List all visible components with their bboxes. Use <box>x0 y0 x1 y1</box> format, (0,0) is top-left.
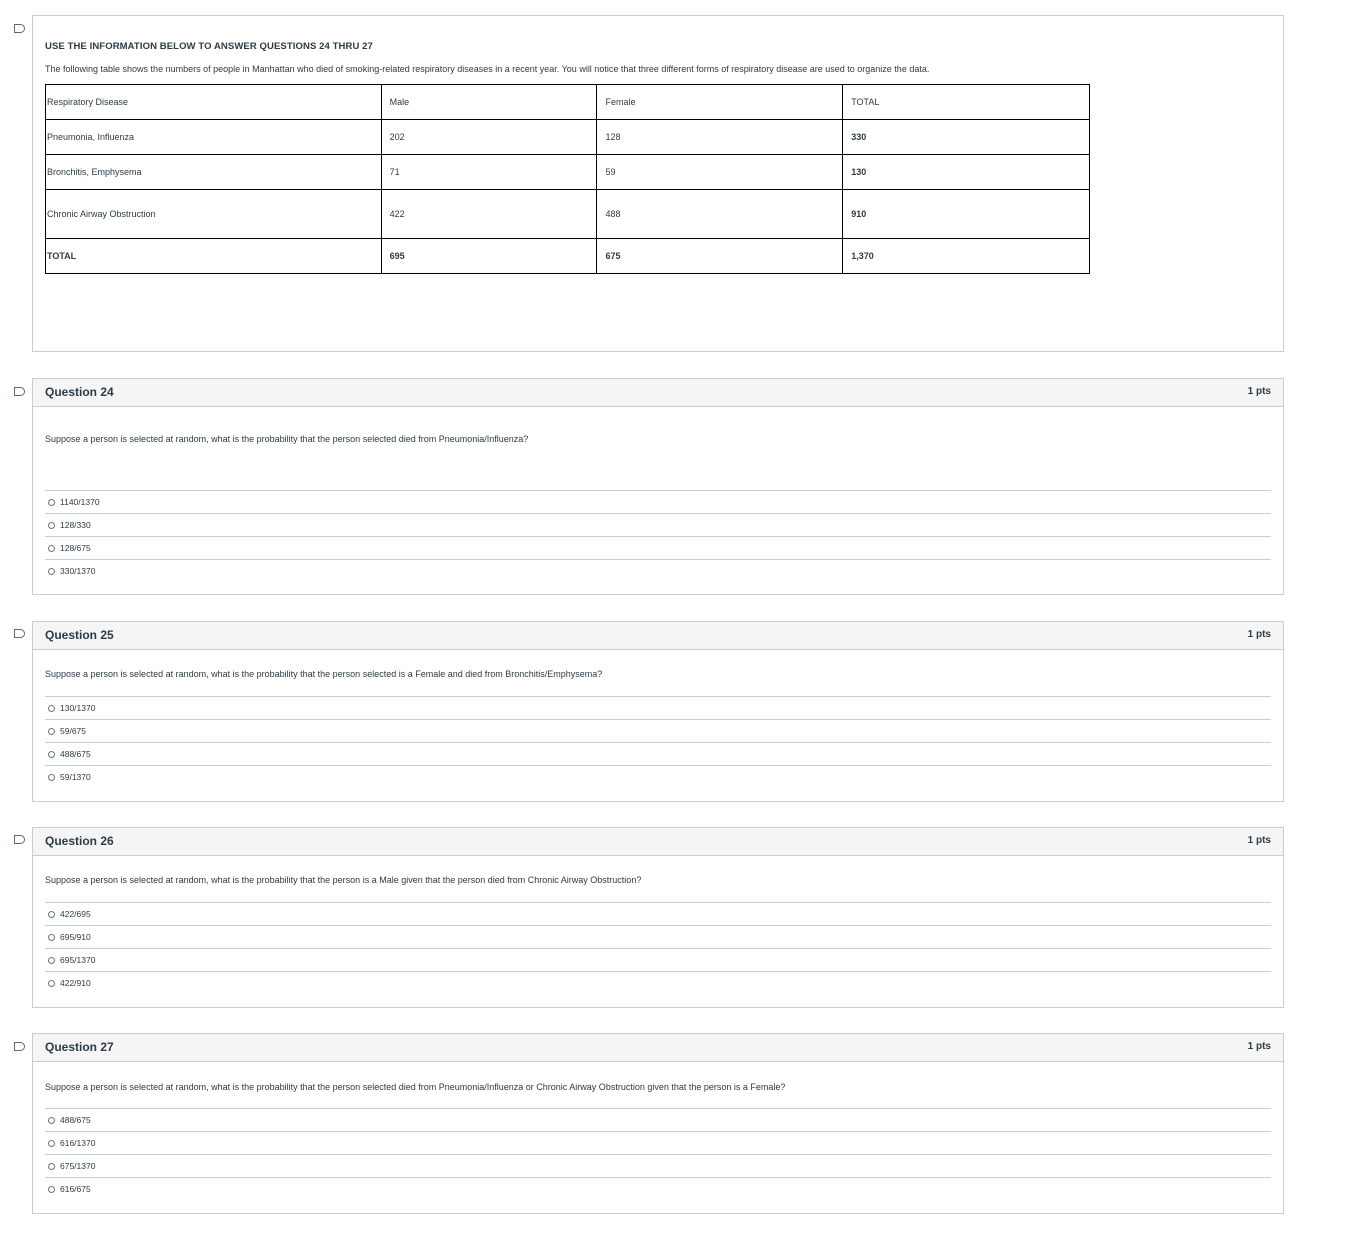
table-row <box>46 120 1090 155</box>
question-26 <box>32 827 1284 1008</box>
table-cell: TOTAL <box>46 239 382 274</box>
answer-list <box>45 902 1271 994</box>
info-description: The following table shows the numbers of people in Manhattan who died of smoking-related respiratory diseases in a recent year. You will notice that three different forms of respiratory disease are used to organize the data. <box>45 64 930 74</box>
radio-icon[interactable] <box>48 545 55 552</box>
table-row <box>46 190 1090 239</box>
answer-label: 422/910 <box>60 978 91 988</box>
answer-label: 488/675 <box>60 1115 91 1125</box>
answer-label: 695/1370 <box>60 955 96 965</box>
answer-option[interactable] <box>45 948 1271 971</box>
info-panel <box>32 15 1284 352</box>
answer-list <box>45 696 1271 788</box>
data-table <box>45 84 1090 274</box>
answer-option[interactable] <box>45 536 1271 559</box>
table-cell: 330 <box>843 120 1090 155</box>
answer-list <box>45 1108 1271 1200</box>
answer-label: 330/1370 <box>60 566 96 576</box>
question-header <box>33 622 1283 650</box>
table-row <box>46 155 1090 190</box>
answer-label: 1140/1370 <box>60 497 100 507</box>
answer-option[interactable] <box>45 1154 1271 1177</box>
table-cell: 59 <box>597 155 843 190</box>
question-text: Suppose a person is selected at random, what is the probability that the person selected died from Pneumonia/Influenza? <box>45 434 529 444</box>
flag-question-icon[interactable] <box>14 1042 25 1051</box>
answer-label: 128/330 <box>60 520 91 530</box>
radio-icon[interactable] <box>48 705 55 712</box>
table-header: Female <box>597 85 843 120</box>
answer-option[interactable] <box>45 971 1271 994</box>
radio-icon[interactable] <box>48 728 55 735</box>
table-cell: 695 <box>381 239 597 274</box>
question-27 <box>32 1033 1284 1214</box>
answer-list <box>45 490 1271 582</box>
flag-question-icon[interactable] <box>14 835 25 844</box>
radio-icon[interactable] <box>48 957 55 964</box>
table-cell: 71 <box>381 155 597 190</box>
question-title: Question 24 <box>45 385 114 399</box>
answer-option[interactable] <box>45 1177 1271 1200</box>
answer-option[interactable] <box>45 742 1271 765</box>
question-points: 1 pts <box>1247 629 1271 640</box>
table-cell: 910 <box>843 190 1090 239</box>
answer-label: 695/910 <box>60 932 91 942</box>
answer-label: 128/675 <box>60 543 91 553</box>
table-cell: 1,370 <box>843 239 1090 274</box>
table-cell: 675 <box>597 239 843 274</box>
question-title: Question 26 <box>45 834 114 848</box>
table-cell: Bronchitis, Emphysema <box>46 155 382 190</box>
flag-question-icon[interactable] <box>14 387 25 396</box>
question-points: 1 pts <box>1247 386 1271 397</box>
radio-icon[interactable] <box>48 934 55 941</box>
radio-icon[interactable] <box>48 568 55 575</box>
table-header: TOTAL <box>843 85 1090 120</box>
question-title: Question 27 <box>45 1040 114 1054</box>
flag-icon[interactable] <box>14 24 25 33</box>
answer-option[interactable] <box>45 513 1271 536</box>
radio-icon[interactable] <box>48 1163 55 1170</box>
question-points: 1 pts <box>1247 1041 1271 1052</box>
radio-icon[interactable] <box>48 1140 55 1147</box>
answer-option[interactable] <box>45 1108 1271 1131</box>
question-header <box>33 379 1283 407</box>
question-header <box>33 828 1283 856</box>
answer-label: 675/1370 <box>60 1161 96 1171</box>
table-cell: 202 <box>381 120 597 155</box>
table-cell: Chronic Airway Obstruction <box>46 190 382 239</box>
answer-option[interactable] <box>45 1131 1271 1154</box>
answer-label: 488/675 <box>60 749 91 759</box>
question-points: 1 pts <box>1247 835 1271 846</box>
table-total-row <box>46 239 1090 274</box>
answer-label: 422/695 <box>60 909 91 919</box>
radio-icon[interactable] <box>48 980 55 987</box>
answer-label: 59/1370 <box>60 772 91 782</box>
table-cell: 422 <box>381 190 597 239</box>
question-header <box>33 1034 1283 1062</box>
table-cell: Pneumonia, Influenza <box>46 120 382 155</box>
radio-icon[interactable] <box>48 911 55 918</box>
question-text: Suppose a person is selected at random, what is the probability that the person selected died from Pneumonia/Influenza or Chronic Airway Obstruction given that the person is a Female? <box>45 1082 786 1092</box>
answer-label: 59/675 <box>60 726 86 736</box>
table-header: Respiratory Disease <box>46 85 382 120</box>
answer-label: 130/1370 <box>60 703 96 713</box>
answer-option[interactable] <box>45 559 1271 582</box>
answer-option[interactable] <box>45 902 1271 925</box>
radio-icon[interactable] <box>48 1186 55 1193</box>
radio-icon[interactable] <box>48 774 55 781</box>
answer-option[interactable] <box>45 719 1271 742</box>
question-text: Suppose a person is selected at random, what is the probability that the person selected is a Female and died from Bronchitis/Emphysema? <box>45 669 603 679</box>
table-cell: 128 <box>597 120 843 155</box>
table-cell: 130 <box>843 155 1090 190</box>
answer-option[interactable] <box>45 696 1271 719</box>
answer-option[interactable] <box>45 925 1271 948</box>
radio-icon[interactable] <box>48 522 55 529</box>
radio-icon[interactable] <box>48 1117 55 1124</box>
flag-question-icon[interactable] <box>14 629 25 638</box>
question-title: Question 25 <box>45 628 114 642</box>
question-text: Suppose a person is selected at random, what is the probability that the person is a Male given that the person died from Chronic Airway Obstruction? <box>45 875 642 885</box>
answer-option[interactable] <box>45 490 1271 513</box>
answer-option[interactable] <box>45 765 1271 788</box>
answer-label: 616/675 <box>60 1184 91 1194</box>
info-heading: USE THE INFORMATION BELOW TO ANSWER QUESTIONS 24 THRU 27 <box>45 41 373 52</box>
radio-icon[interactable] <box>48 751 55 758</box>
question-24 <box>32 378 1284 595</box>
table-header: Male <box>381 85 597 120</box>
radio-icon[interactable] <box>48 499 55 506</box>
table-cell: 488 <box>597 190 843 239</box>
question-25 <box>32 621 1284 802</box>
answer-label: 616/1370 <box>60 1138 96 1148</box>
table-header-row <box>46 85 1090 120</box>
